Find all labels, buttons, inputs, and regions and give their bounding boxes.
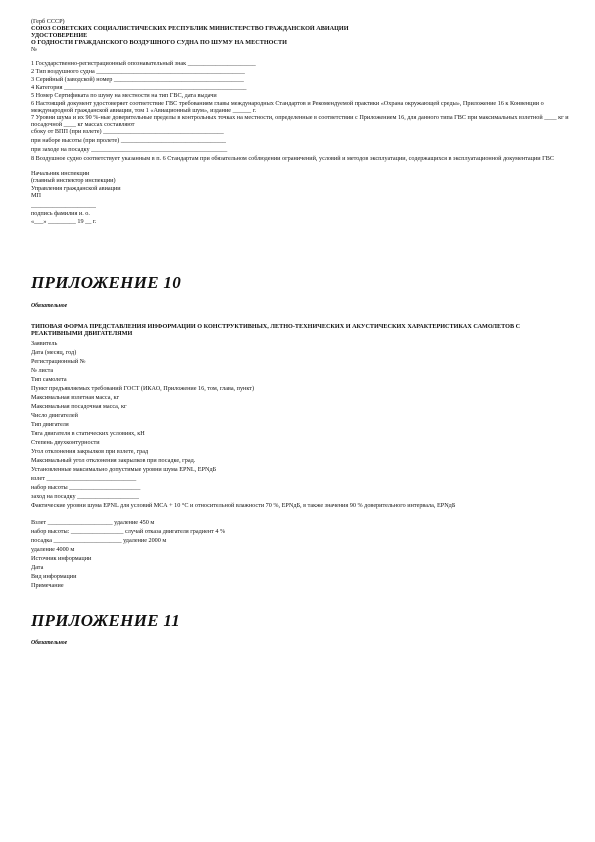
field-max-takeoff-mass: Максимальная взлетная масса, кг (31, 394, 120, 401)
form-line-7: 7 Уровни шума и их 90 %-ные доверительные пределы в контрольных точках на местности, определенные в соответствии с Приложением 16, для данного типа ГВС при максимальных взлетной ____ кг и посадочной ____ кг массах составляют (31, 114, 569, 128)
form-line-3: 3 Серийный (заводской) номер __________________________________________ (31, 76, 244, 83)
field-info-source: Источник информации (31, 555, 92, 562)
field-info-kind: Вид информации (31, 573, 77, 580)
field-takeoff-distance: Взлет _____________________ удаление 450 м (31, 519, 155, 526)
field-remark: Примечание (31, 582, 64, 589)
certificate-title: УДОСТОВЕРЕНИЕ (31, 32, 88, 39)
field-takeoff-flap-angle: Угол отклонения закрылков при взлете, град (31, 448, 149, 455)
field-gost-clause: Пункт предъявляемых требований ГОСТ (ИКАО, Приложение 16, том, глава, пункт) (31, 385, 255, 392)
field-static-thrust: Тяга двигателя в статических условиях, кН (31, 430, 145, 437)
emblem-caption: (Герб СССР) (31, 18, 65, 25)
form-line-climb: при наборе высоты (при пролете) __________________________________ (31, 137, 227, 144)
field-distance-4000: удаление 4000 м (31, 546, 75, 553)
field-info-date: Дата (31, 564, 44, 571)
field-reg-number: Регистрационный № (31, 358, 86, 365)
form-line-8: 8 Воздушное судно соответствует указанным в п. 6 Стандартам при обязательном соблюдении ограничений, условий и методов эксплуатации, содержащихся в эксплуатационной документации ГВС (31, 155, 554, 162)
signatory-title: Начальник инспекции (31, 170, 90, 177)
field-takeoff-blank: взлет _____________________________ (31, 475, 137, 482)
form-line-approach: при заходе на посадку ____________________________________________ (31, 146, 228, 153)
form-line-4: 4 Категория ___________________________________________________________ (31, 84, 247, 91)
appendix-10-heading: ПРИЛОЖЕНИЕ 10 (31, 273, 182, 292)
seal-mark: МП (31, 192, 41, 199)
signature-date: «___» _________ 19 __ г. (31, 218, 97, 225)
appendix-10-title: ТИПОВАЯ ФОРМА ПРЕДСТАВЛЕНИЯ ИНФОРМАЦИИ О КОНСТРУКТИВНЫХ, ЛЕТНО-ТЕХНИЧЕСКИХ И АКУСТИЧЕСКИХ ХАРАКТЕРИСТИКАХ САМОЛЕТОВ С РЕАКТИВНЫМИ ДВИГАТЕЛЯМИ (31, 323, 521, 337)
field-landing-distance: посадка ______________________ удаление 2000 м (31, 537, 167, 544)
certificate-number: № (31, 46, 37, 53)
field-engine-type: Тип двигателя (31, 421, 69, 428)
field-aircraft-type: Тип самолета (31, 376, 67, 383)
signatory-department: Управления гражданской авиации (31, 185, 121, 192)
field-engine-count: Число двигателей (31, 412, 78, 419)
appendix-11-note: Обязательное (31, 640, 68, 646)
signatory-subtitle: (главный инспектор инспекции) (31, 177, 116, 184)
field-actual-noise-levels: Фактические уровни шума EPNL для условий МСА + 10 °С и относительной влажности 70 %, EPNдБ, в также значения 90 % доверительного интервала, EPNдБ (31, 502, 456, 509)
field-date: Дата (месяц, год) (31, 349, 77, 356)
field-climb-blank: набор высоты _______________________ (31, 484, 141, 491)
field-climb-engine-failure: набор высоты: _________________ случай отказа двигателя градиент 4 % (31, 528, 226, 535)
form-line-1: 1 Государственно-регистрационный опознавательный знак ______________________ (31, 60, 256, 67)
field-bypass-ratio: Степень двухконтурности (31, 439, 100, 446)
appendix-11-heading: ПРИЛОЖЕНИЕ 11 (31, 611, 181, 630)
form-line-2: 2 Тип воздушного судна ________________________________________________ (31, 68, 245, 75)
field-landing-flap-angle: Максимальный угол отклонения закрылков при посадке, град. (31, 457, 196, 464)
field-sheet-number: № листа (31, 367, 54, 374)
field-max-landing-mass: Максимальная посадочная масса, кг (31, 403, 127, 410)
appendix-10-note: Обязательное (31, 303, 68, 309)
form-line-6: 6 Настоящий документ удостоверяет соответствие ГВС требованиям главы международных Стандартов и Рекомендуемой практики «Охрана окружающей среды», Приложение 16 к Конвенции о международной гражданской авиации, том 1 «Авиационный шум», издание ______ г. (31, 100, 544, 114)
form-line-5: 5 Номер Сертификата по шуму на местности на тип ГВС, дата выдачи (31, 92, 217, 99)
form-line-side: сбоку от ВПП (при взлете) _______________________________________ (31, 128, 224, 135)
signature-caption: подпись фамилия и. о. (31, 210, 90, 217)
field-approach-blank: заход на посадку ____________________ (31, 493, 139, 500)
field-max-noise-levels: Установленные максимально допустимые уровни шума EPNL, EPNдБ (31, 466, 217, 473)
field-applicant: Заявитель (31, 340, 58, 347)
ministry-title: СОЮЗ СОВЕТСКИХ СОЦИАЛИСТИЧЕСКИХ РЕСПУБЛИК МИНИСТЕРСТВО ГРАЖДАНСКОЙ АВИАЦИИ (31, 25, 349, 32)
certificate-subtitle: О ГОДНОСТИ ГРАЖДАНСКОГО ВОЗДУШНОГО СУДНА ПО ШУМУ НА МЕСТНОСТИ (31, 39, 287, 46)
signature-line: _____________________ (31, 202, 96, 209)
